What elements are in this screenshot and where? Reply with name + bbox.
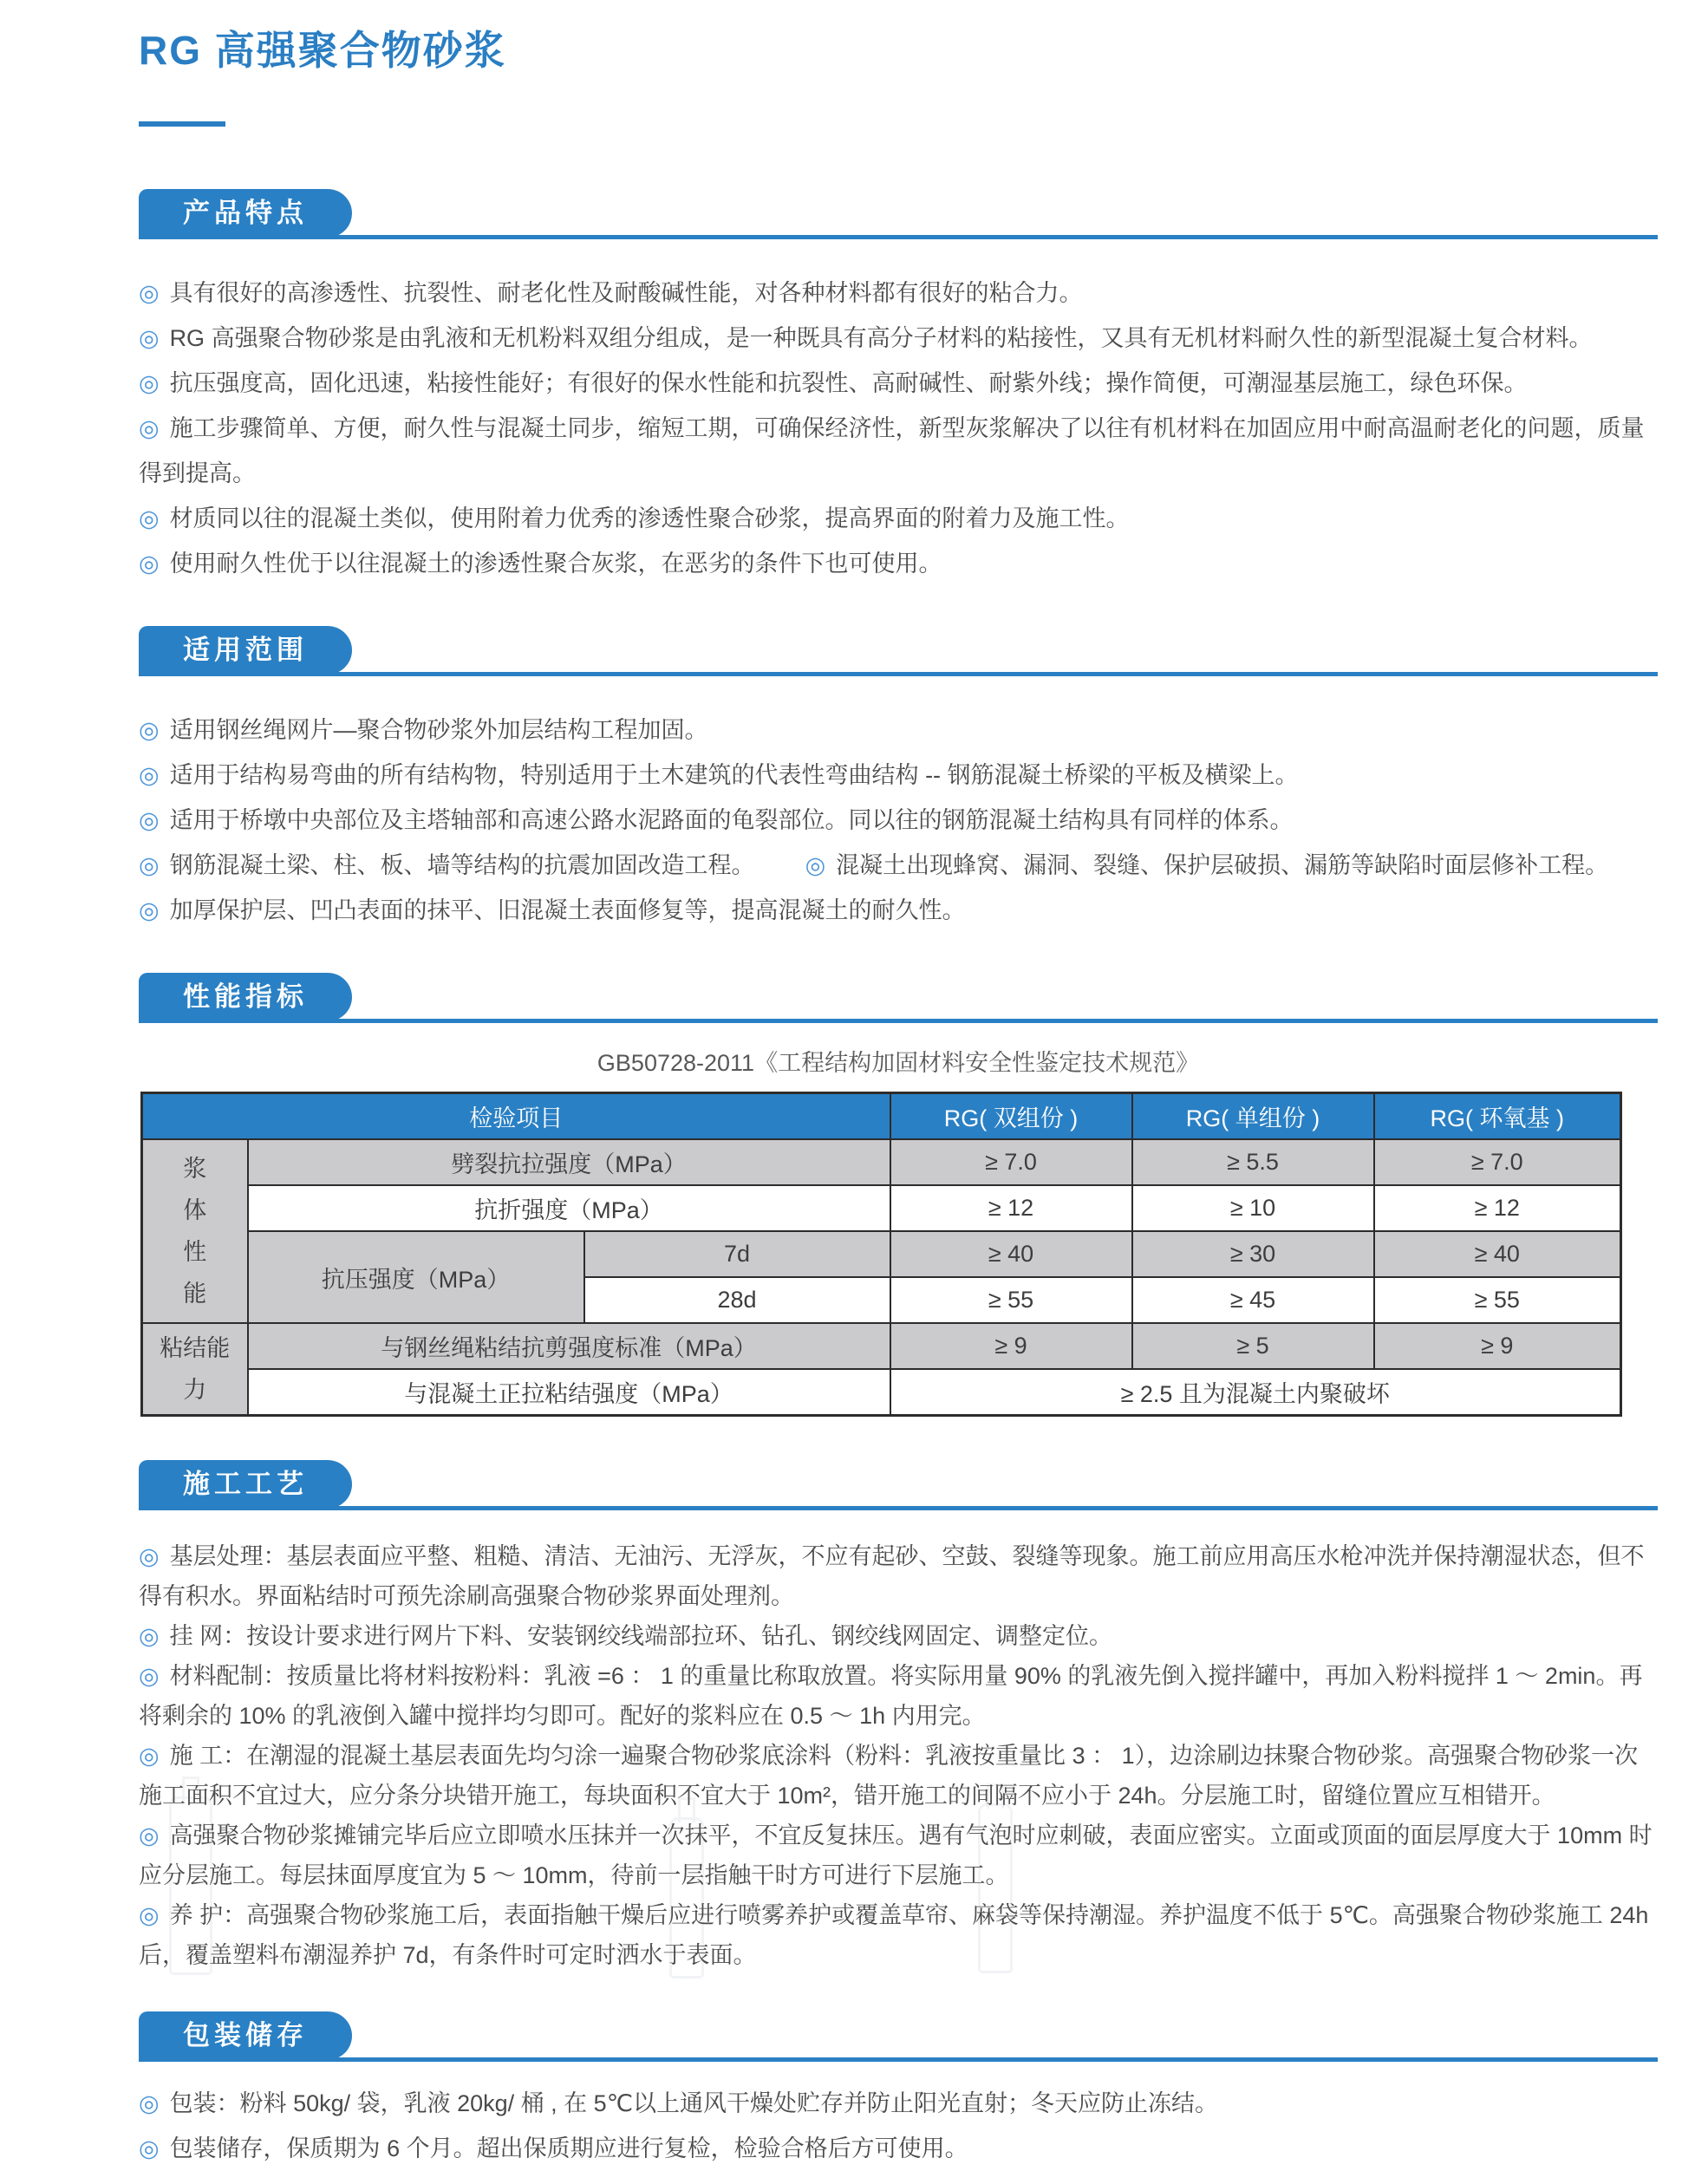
column-header-item: 检验项目 <box>142 1093 890 1140</box>
cell-value-span: ≥ 2.5 且为混凝土内聚破坏 <box>890 1369 1621 1416</box>
list-item-text: 材料配制：按质量比将材料按粉料：乳液 =6 ： 1 的重量比称取放置。将实际用量 90% 的乳液先倒入搅拌罐中，再加入粉料搅拌 1 ～ 2min。再将剩余的 10% 的乳液倒入罐中搅拌均匀即可。配好的浆料应在 0.5 ～ 1h 内用完。 <box>139 1663 1643 1729</box>
double-circle-bullet-icon: ◎ <box>139 1543 160 1569</box>
double-circle-bullet-icon: ◎ <box>139 897 160 923</box>
cell-value: ≥ 7.0 <box>890 1139 1132 1185</box>
list-item <box>139 2081 1658 2126</box>
row-label: 与混凝土正拉粘结强度（MPa） <box>248 1369 890 1416</box>
performance-table <box>140 1092 1622 1417</box>
list-item <box>139 406 1658 496</box>
section-process-body <box>139 1510 1658 1975</box>
cell-value: ≥ 9 <box>1374 1323 1621 1369</box>
section-features-header <box>139 189 1658 239</box>
section-heading-rule <box>139 1019 1658 1023</box>
section-features <box>139 189 1658 586</box>
list-item-text: RG 高强聚合物砂浆是由乳液和无机粉料双组分组成，是一种既具有高分子材料的粘接性，又具有无机材料耐久性的新型混凝土复合材料。 <box>169 325 1593 351</box>
double-circle-bullet-icon: ◎ <box>139 807 160 833</box>
row-group-bond-capacity: 粘结能力 <box>142 1323 248 1416</box>
section-process <box>139 1460 1658 1975</box>
cell-value: ≥ 40 <box>1374 1231 1621 1277</box>
double-circle-bullet-icon: ◎ <box>139 325 160 351</box>
section-features-body <box>139 239 1658 586</box>
column-header-rg-two-part: RG( 双组份 ) <box>890 1093 1132 1140</box>
section-performance-header <box>139 973 1658 1023</box>
row-group-slurry-properties: 浆体性能 <box>142 1139 248 1323</box>
list-item <box>139 888 1658 933</box>
section-process-header <box>139 1460 1658 1510</box>
double-circle-bullet-icon: ◎ <box>139 551 160 577</box>
table-row <box>142 1231 1621 1277</box>
cell-value: ≥ 9 <box>890 1323 1132 1369</box>
row-label-compressive: 抗压强度（MPa） <box>248 1231 584 1323</box>
row-sublabel: 28d <box>584 1277 890 1323</box>
section-heading-tab: 适用范围 <box>139 626 352 675</box>
double-circle-bullet-icon: ◎ <box>139 1902 160 1928</box>
list-item <box>139 1816 1658 1895</box>
double-circle-bullet-icon: ◎ <box>139 1743 160 1769</box>
column-header-rg-epoxy: RG( 环氧基 ) <box>1374 1093 1621 1140</box>
row-label: 与钢丝绳粘结抗剪强度标准（MPa） <box>248 1323 890 1369</box>
list-item-text: 高强聚合物砂浆摊铺完毕后应立即喷水压抹并一次抹平，不宜反复抹压。遇有气泡时应刺破，表面应密实。立面或顶面的面层厚度大于 10mm 时应分层施工。每层抹面厚度宜为 5 ～ 10mm，待前一层指触干时方可进行下层施工。 <box>139 1822 1653 1888</box>
table-header-row <box>142 1093 1621 1140</box>
section-scope <box>139 626 1658 933</box>
list-item-text: 基层处理：基层表面应平整、粗糙、清洁、无油污、无浮灰，不应有起砂、空鼓、裂缝等现象。施工前应用高压水枪冲洗并保持潮湿状态，但不得有积水。界面粘结时可预先涂刷高强聚合物砂浆界面处理剂。 <box>139 1543 1645 1609</box>
list-item <box>139 798 1658 843</box>
cell-value: ≥ 5 <box>1132 1323 1374 1369</box>
section-scope-body <box>139 676 1658 933</box>
table-row <box>142 1323 1621 1369</box>
list-item-text: 包装储存，保质期为 6 个月。超出保质期应进行复检，检验合格后方可使用。 <box>169 2135 968 2161</box>
list-item-text: 包装：粉料 50kg/ 袋，乳液 20kg/ 桶 , 在 5℃以上通风干燥处贮存并防止阳光直射；冬天应防止冻结。 <box>169 2090 1219 2116</box>
list-item <box>139 271 1658 316</box>
list-item <box>139 753 1658 798</box>
list-item-text: 施工步骤简单、方便，耐久性与混凝土同步，缩短工期，可确保经济性，新型灰浆解决了以往有机材料在加固应用中耐高温耐老化的问题，质量得到提高。 <box>139 415 1645 486</box>
cell-value: ≥ 12 <box>890 1185 1132 1231</box>
cell-value: ≥ 55 <box>890 1277 1132 1323</box>
table-caption: GB50728-2011《工程结构加固材料安全性鉴定技术规范》 <box>596 1050 1200 1076</box>
double-circle-bullet-icon: ◎ <box>139 1623 160 1649</box>
double-circle-bullet-icon: ◎ <box>139 2135 160 2161</box>
list-item <box>139 1895 1658 1975</box>
section-packaging-header <box>139 2011 1658 2062</box>
list-item-text: 挂 网：按设计要求进行网片下料、安装钢绞线端部拉环、钻孔、钢绞线网固定、调整定位。 <box>169 1623 1113 1649</box>
section-packaging-body <box>139 2062 1658 2171</box>
section-scope-header <box>139 626 1658 676</box>
double-circle-bullet-icon: ◎ <box>139 1663 160 1689</box>
row-sublabel: 7d <box>584 1231 890 1277</box>
cell-value: ≥ 12 <box>1374 1185 1621 1231</box>
double-circle-bullet-icon: ◎ <box>139 2090 160 2116</box>
title-underline <box>139 121 225 127</box>
list-item-text: 抗压强度高，固化迅速，粘接性能好；有很好的保水性能和抗裂性、高耐碱性、耐紫外线；操作简便，可潮湿基层施工，绿色环保。 <box>169 370 1528 396</box>
table-row <box>142 1139 1621 1185</box>
cell-value: ≥ 40 <box>890 1231 1132 1277</box>
list-item-text: 施 工：在潮湿的混凝土基层表面先均匀涂一遍聚合物砂浆底涂料（粉料：乳液按重量比 3 ： 1），边涂刷边抹聚合物砂浆。高强聚合物砂浆一次施工面积不宜过大，应分条分块错开施工，每块面积不宜大于 10m²，错开施工的间隔不应小于 24h。分层施工时，留缝位置应互相错开。 <box>139 1743 1639 1809</box>
row-label: 抗折强度（MPa） <box>248 1185 890 1231</box>
double-circle-bullet-icon: ◎ <box>139 717 160 743</box>
section-packaging <box>139 2011 1658 2171</box>
double-circle-bullet-icon: ◎ <box>805 852 826 878</box>
list-item <box>139 1656 1658 1736</box>
section-heading-tab: 包装储存 <box>139 2011 352 2060</box>
list-item-text: 具有很好的高渗透性、抗裂性、耐老化性及耐酸碱性能，对各种材料都有很好的粘合力。 <box>169 280 1083 306</box>
cell-value: ≥ 55 <box>1374 1277 1621 1323</box>
list-item-text: 使用耐久性优于以往混凝土的渗透性聚合灰浆，在恶劣的条件下也可使用。 <box>169 551 942 577</box>
cell-value: ≥ 7.0 <box>1374 1139 1621 1185</box>
list-item <box>139 361 1658 406</box>
list-item <box>139 541 1658 586</box>
cell-value: ≥ 10 <box>1132 1185 1374 1231</box>
list-item-text: 钢筋混凝土梁、柱、板、墙等结构的抗震加固改造工程。 <box>169 852 755 878</box>
page-title: RG 高强聚合物砂浆 <box>139 28 506 73</box>
row-label: 劈裂抗拉强度（MPa） <box>248 1139 890 1185</box>
list-item <box>139 707 1658 753</box>
list-item-text: 适用钢丝绳网片—聚合物砂浆外加层结构工程加固。 <box>169 717 708 743</box>
page-content <box>139 0 1658 2171</box>
list-item-text: 养 护：高强聚合物砂浆施工后，表面指触干燥后应进行喷雾养护或覆盖草帘、麻袋等保持潮湿。养护温度不低于 5℃。高强聚合物砂浆施工 24h 后，覆盖塑料布潮湿养护 7d，有条件时可定时洒水于表面。 <box>139 1902 1649 1968</box>
section-heading-tab: 性能指标 <box>139 973 352 1021</box>
cell-value: ≥ 5.5 <box>1132 1139 1374 1185</box>
list-item <box>139 1616 1658 1656</box>
list-item-text: 适用于结构易弯曲的所有结构物，特别适用于土木建筑的代表性弯曲结构 -- 钢筋混凝土桥梁的平板及横梁上。 <box>169 762 1299 788</box>
section-heading-tab: 施工工艺 <box>139 1460 352 1509</box>
cell-value: ≥ 45 <box>1132 1277 1374 1323</box>
list-item <box>139 496 1658 541</box>
double-circle-bullet-icon: ◎ <box>139 852 160 878</box>
double-circle-bullet-icon: ◎ <box>139 415 160 441</box>
double-circle-bullet-icon: ◎ <box>139 505 160 531</box>
list-item-pair <box>139 843 1658 888</box>
cell-value: ≥ 30 <box>1132 1231 1374 1277</box>
section-heading-tab: 产品特点 <box>139 189 352 238</box>
list-item-text: 混凝土出现蜂窝、漏洞、裂缝、保护层破损、漏筋等缺陷时面层修补工程。 <box>836 852 1609 878</box>
double-circle-bullet-icon: ◎ <box>139 280 160 306</box>
table-row <box>142 1369 1621 1416</box>
double-circle-bullet-icon: ◎ <box>139 762 160 788</box>
column-header-rg-one-part: RG( 单组份 ) <box>1132 1093 1374 1140</box>
list-item <box>139 316 1658 361</box>
double-circle-bullet-icon: ◎ <box>139 1822 160 1848</box>
section-performance <box>139 973 1658 1417</box>
list-item-text: 加厚保护层、凹凸表面的抹平、旧混凝土表面修复等，提高混凝土的耐久性。 <box>169 897 966 923</box>
double-circle-bullet-icon: ◎ <box>139 370 160 396</box>
list-item-text: 材质同以往的混凝土类似，使用附着力优秀的渗透性聚合砂浆，提高界面的附着力及施工性。 <box>169 505 1130 531</box>
list-item <box>139 2126 1658 2171</box>
list-item <box>139 1736 1658 1816</box>
list-item <box>139 1536 1658 1616</box>
list-item-text: 适用于桥墩中央部位及主塔轴部和高速公路水泥路面的龟裂部位。同以往的钢筋混凝土结构具有同样的体系。 <box>169 807 1294 833</box>
table-row <box>142 1185 1621 1231</box>
